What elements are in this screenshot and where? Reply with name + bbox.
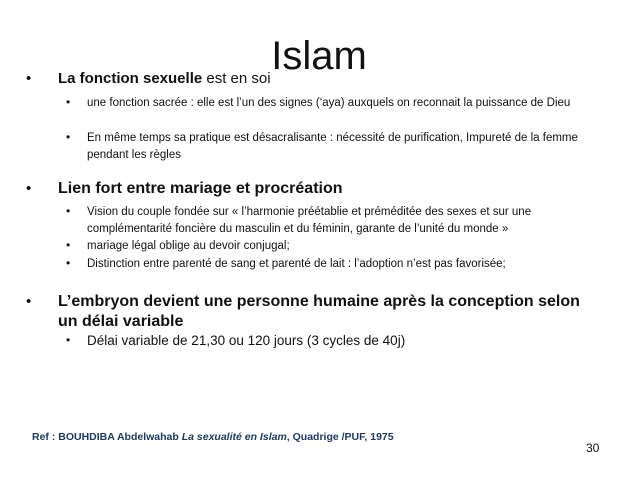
section-1-item-2: • En même temps sa pratique est désacralisante : nécessité de purification, Impureté de la femme pendant les règles (66, 130, 578, 161)
section-1-bold: La fonction sexuelle (58, 70, 203, 87)
sub-bullet: • (66, 130, 71, 144)
bullet: • (26, 180, 32, 197)
section-2-item-2: • mariage légal oblige au devoir conjugal; (66, 238, 290, 252)
section-3-item-1: • Délai variable de 21,30 ou 120 jours (3 cycles de 40j) (66, 333, 406, 348)
section-2-item-1: • Vision du couple fondée sur « l’harmonie préétablie et préméditée des sexes et sur une complémentarité foncière du masculin et du féminin, garante de l’unité du monde » (66, 204, 532, 235)
section-2-bold: Lien fort entre mariage et procréation (58, 180, 343, 197)
section-3-bold: L’embryon devient une personne humaine après la conception selon un délai variable (58, 293, 580, 330)
reference-line: Ref : BOUHDIBA Abdelwahab La sexualité en Islam, Quadrige /PUF, 1975 (32, 431, 394, 443)
page-number: 30 (586, 441, 600, 455)
sub-bullet: • (66, 204, 71, 218)
section-3-heading (26, 292, 596, 332)
sub-bullet: • (66, 256, 71, 270)
section-2-heading (26, 179, 596, 199)
section-1-rest: est en soi (202, 70, 271, 87)
bullet: • (26, 293, 32, 310)
section-1-heading (26, 70, 596, 88)
section-2-item-3: • Distinction entre parenté de sang et parenté de lait : l’adoption n’est pas favorisée; (66, 256, 506, 270)
bullet: • (26, 70, 32, 87)
sub-bullet: • (66, 333, 71, 347)
reference-work: La sexualité en Islam (181, 431, 287, 443)
sub-bullet: • (66, 95, 71, 109)
section-1-item-1: • une fonction sacrée : elle est l’un des signes (‘aya) auxquels on reconnait la puissance de Dieu (66, 95, 571, 109)
sub-bullet: • (66, 238, 71, 252)
slide-title: Islam (271, 34, 367, 78)
